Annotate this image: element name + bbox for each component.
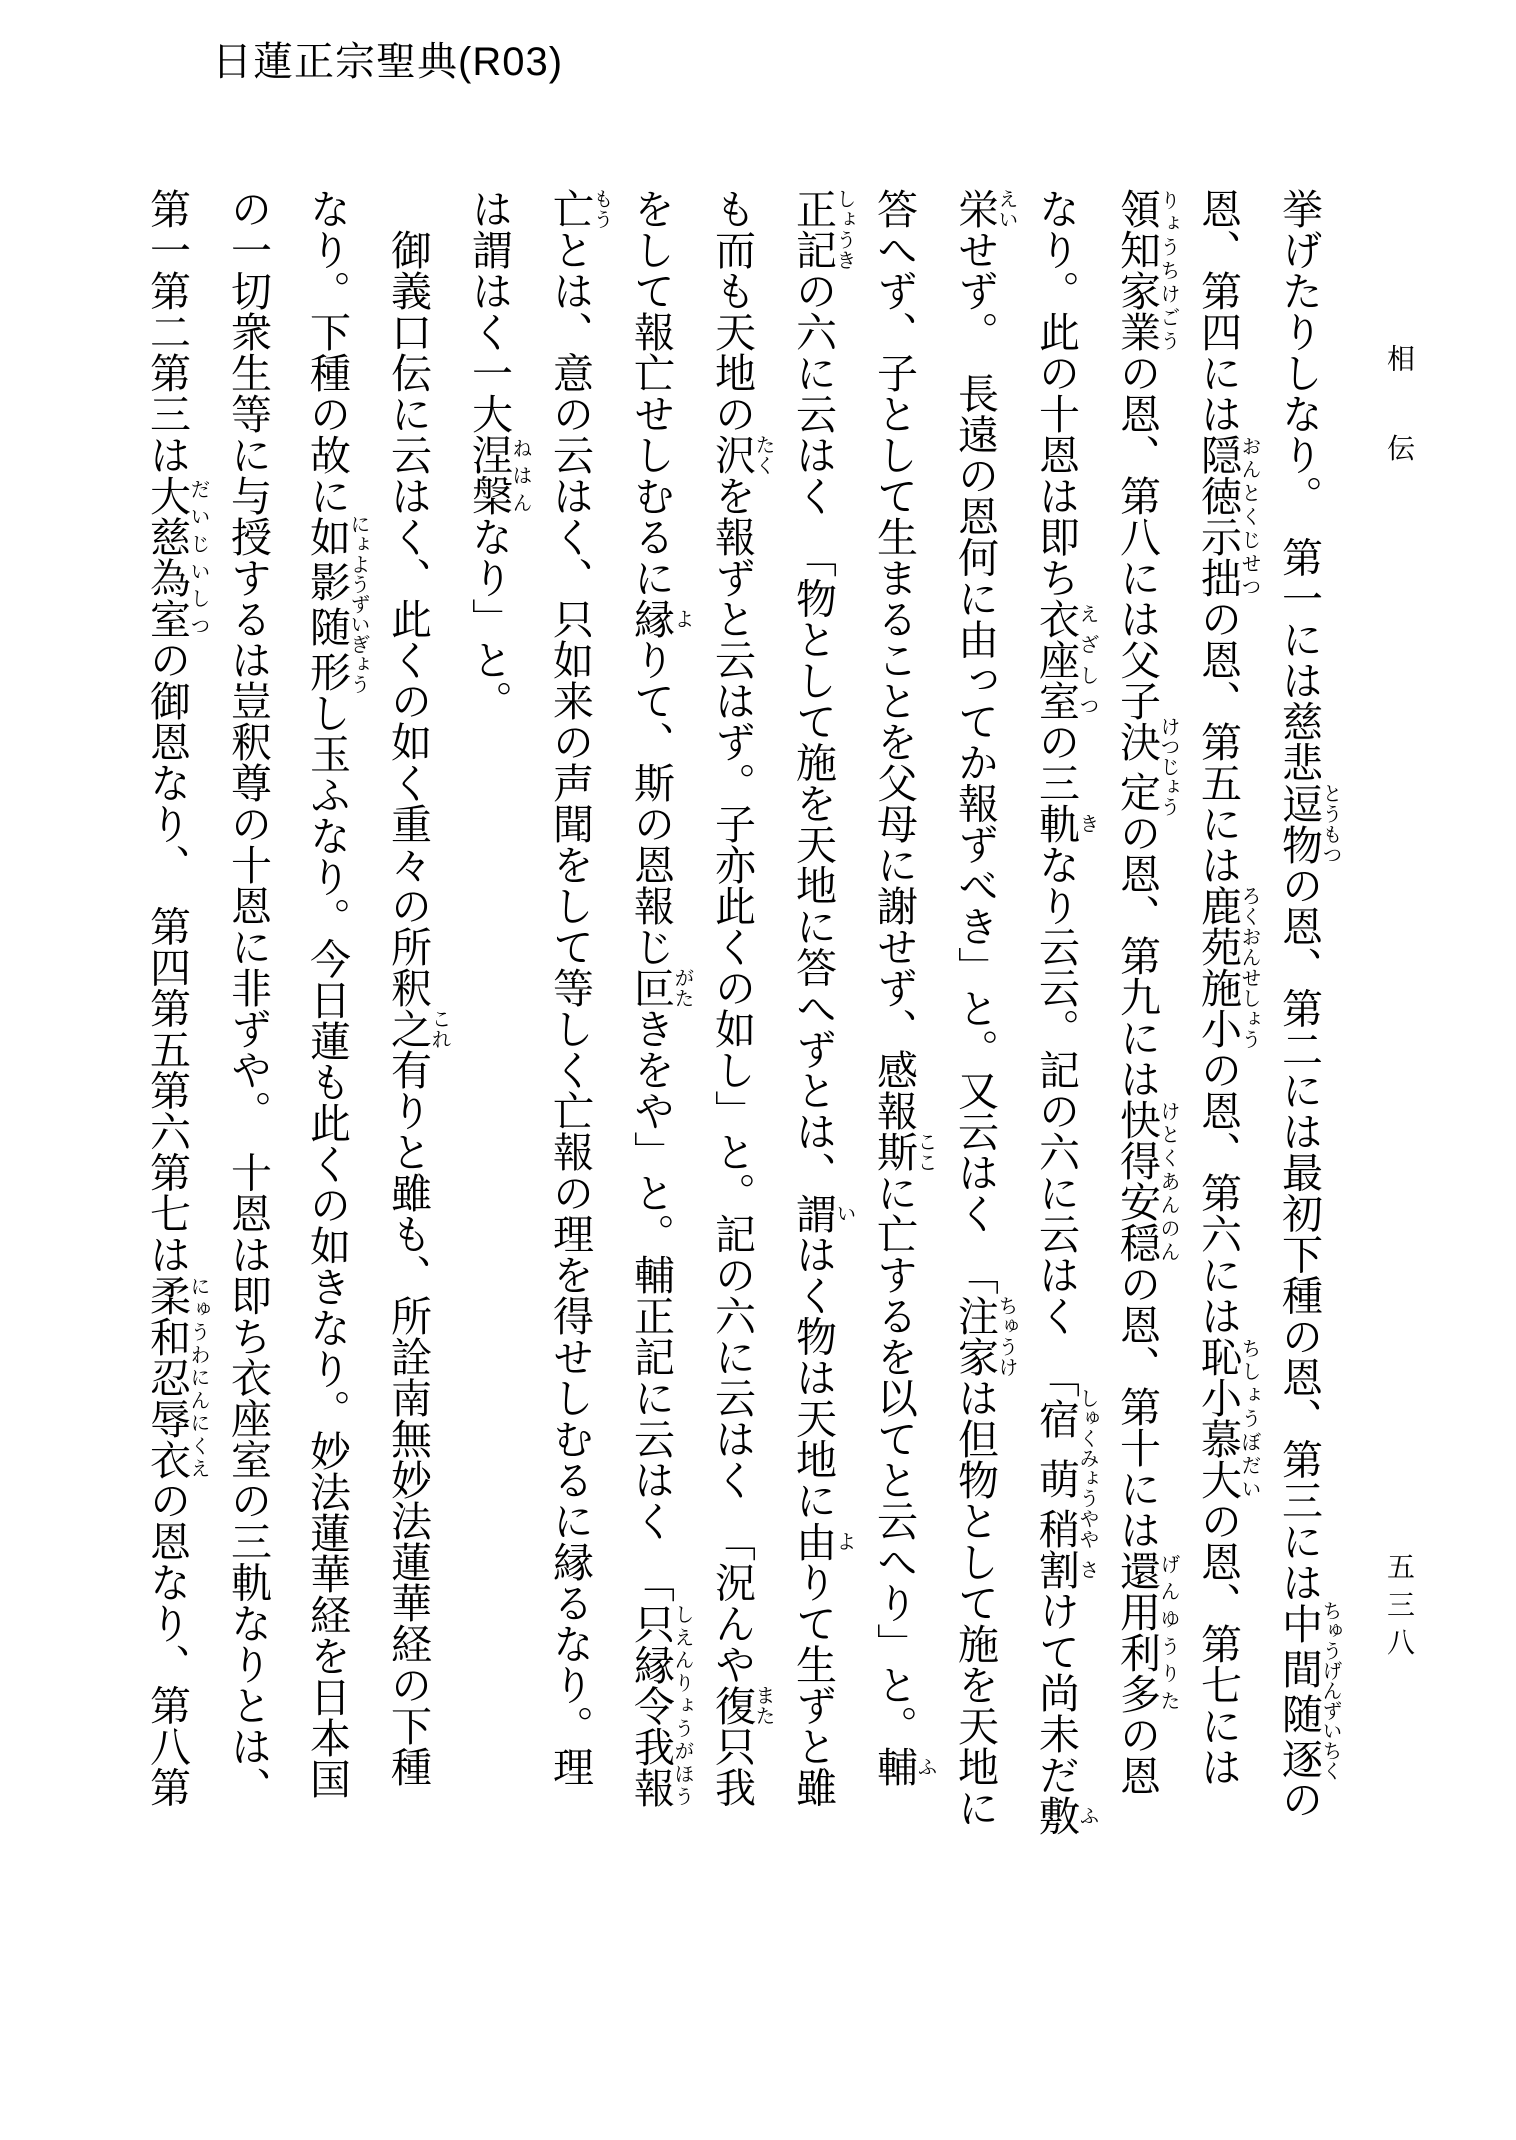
text-column: の一切衆生等に与授するは豈釈尊の十恩に非ずや。 十恩は即ち衣座室の三軌なりとは、 — [225, 188, 271, 1808]
ruby-annotated-text: 隠徳示拙おんとくじせつ — [1195, 434, 1260, 598]
ruby-annotated-text: 決定けつじょう — [1114, 716, 1179, 817]
ruby-annotated-text: 沢たく — [709, 434, 774, 475]
text-column: なり。下種の故に如影随形にょようずいぎょうし玉ふなり。今日蓮も此くの如きなり。妙法蓮華経を日本国 — [304, 188, 369, 1799]
ruby-annotated-text: 只縁令我報しえんりょうがほう — [628, 1602, 693, 1808]
ruby-annotated-text: 復また — [709, 1684, 774, 1726]
ruby-annotated-text: 注家ちゅうけ — [952, 1295, 1017, 1377]
ruby-annotated-text: 中間随逐ちゅうげんずいちく — [1276, 1600, 1341, 1781]
ruby-annotated-text: 還用利多げんゆうりた — [1114, 1550, 1179, 1714]
body-text — [127, 188, 1340, 2038]
ruby-annotated-text: 栄えい — [952, 188, 1017, 229]
ruby-annotated-text: 之これ — [385, 1008, 450, 1049]
ruby-annotated-text: 領知家業りょうちけごう — [1114, 188, 1179, 352]
ruby-annotated-text: 縁よ — [628, 598, 693, 639]
text-column: 御義口伝に云はく、此くの如く重々の所釈之これ有りと雖も、所詮南無妙法蓮華経の下種 — [385, 188, 450, 1787]
text-column: 挙げたりしなり。 第一には慈悲逗物とうもつの恩、第二には最初下種の恩、第三には中間随逐ちゅうげんずいちくの — [1276, 188, 1341, 1820]
ruby-annotated-text: 軌き — [1033, 803, 1098, 844]
text-column: 恩、第四には隠徳示拙おんとくじせつの恩、第五には鹿苑施小ろくおんせしょうの恩、第六には恥小慕大ちしょうぼだいの恩、第七には — [1195, 188, 1260, 1787]
ruby-annotated-text: 涅槃ねはん — [466, 434, 531, 516]
ruby-annotated-text: 稍やや — [1033, 1508, 1098, 1549]
ruby-annotated-text: 叵がた — [628, 967, 693, 1008]
text-column: も而も天地の沢たくを報ずと云はず。子亦此くの如し」と。記の六に云はく 「況んや復また只我 — [709, 188, 774, 1808]
ruby-annotated-text: 如影随形にょようずいぎょう — [304, 514, 369, 694]
page-number: 五三八 — [1383, 1552, 1414, 1666]
text-column: 亡もうとは、意の云はく、只如来の声聞をして等しく亡報の理を得せしむるに縁るなり。理 — [547, 188, 612, 1787]
ruby-annotated-text: 恥小慕大ちしょうぼだい — [1195, 1336, 1260, 1500]
ruby-annotated-text: 由よ — [790, 1520, 855, 1562]
ruby-annotated-text: 柔和忍辱衣にゅうわにんにくえ — [144, 1274, 209, 1480]
text-column: 栄えいせず。 長遠の恩何に由ってか報ずべき」と。又云はく 「注家ちゅうけは但物として施を天地に — [952, 188, 1017, 1828]
ruby-annotated-text: 宿萌しゅくみょう — [1033, 1388, 1098, 1508]
text-column: 第一第二第三は大慈為室だいじいしつの御恩なり、 第四第五第六第七は柔和忍辱衣にゅうわにんにくえの恩なり、第八第 — [144, 188, 209, 1808]
text-column: なり。此の十恩は即ち衣座室えざしつの三軌きなり云云。記の六に云はく 「宿萌しゅくみょう稍やや割さけて尚未だ敷ふ — [1033, 188, 1098, 1836]
ruby-annotated-text: 鹿苑施小ろくおんせしょう — [1195, 885, 1260, 1049]
ruby-annotated-text: 正記しょうき — [790, 188, 855, 270]
ruby-annotated-text: 斯ここ — [871, 1131, 936, 1172]
running-head-section-title: 相伝 — [1383, 344, 1414, 524]
text-column: 正記しょうきの六に云はく 「物として施を天地に答へずとは、謂いはく物は天地に由よりて生ずと雖 — [790, 188, 855, 1808]
ruby-annotated-text: 大慈為室だいじいしつ — [144, 475, 209, 639]
text-column: は謂はく一大涅槃ねはんなり」と。 — [466, 188, 531, 721]
edition-header: 日蓮正宗聖典(R03) — [212, 40, 564, 84]
ruby-annotated-text: 敷ふ — [1033, 1795, 1098, 1836]
ruby-annotated-text: 快得安穏けとくあんのん — [1114, 1099, 1179, 1263]
ruby-annotated-text: 亡もう — [547, 188, 612, 229]
ruby-annotated-text: 逗物とうもつ — [1276, 782, 1341, 865]
ruby-annotated-text: 割さ — [1033, 1549, 1098, 1590]
ruby-annotated-text: 謂い — [790, 1192, 855, 1234]
text-column: をして報亡せしむるに縁よりて、斯の恩報じ叵がたきをや」と。輔正記に云はく 「只縁令我報しえんりょうがほう — [628, 188, 693, 1808]
text-column: 答へず、子として生まることを父母に謝せず、感報斯ここに亡するを以てと云へり」と。輔ふ — [871, 188, 936, 1787]
text-column: 領知家業りょうちけごうの恩、第八には父子決定けつじょうの恩、第九には快得安穏けとくあんのんの恩、第十には還用利多げんゆうりたの恩 — [1114, 188, 1179, 1796]
ruby-annotated-text: 輔ふ — [871, 1746, 936, 1787]
ruby-annotated-text: 衣座室えざしつ — [1033, 598, 1098, 721]
